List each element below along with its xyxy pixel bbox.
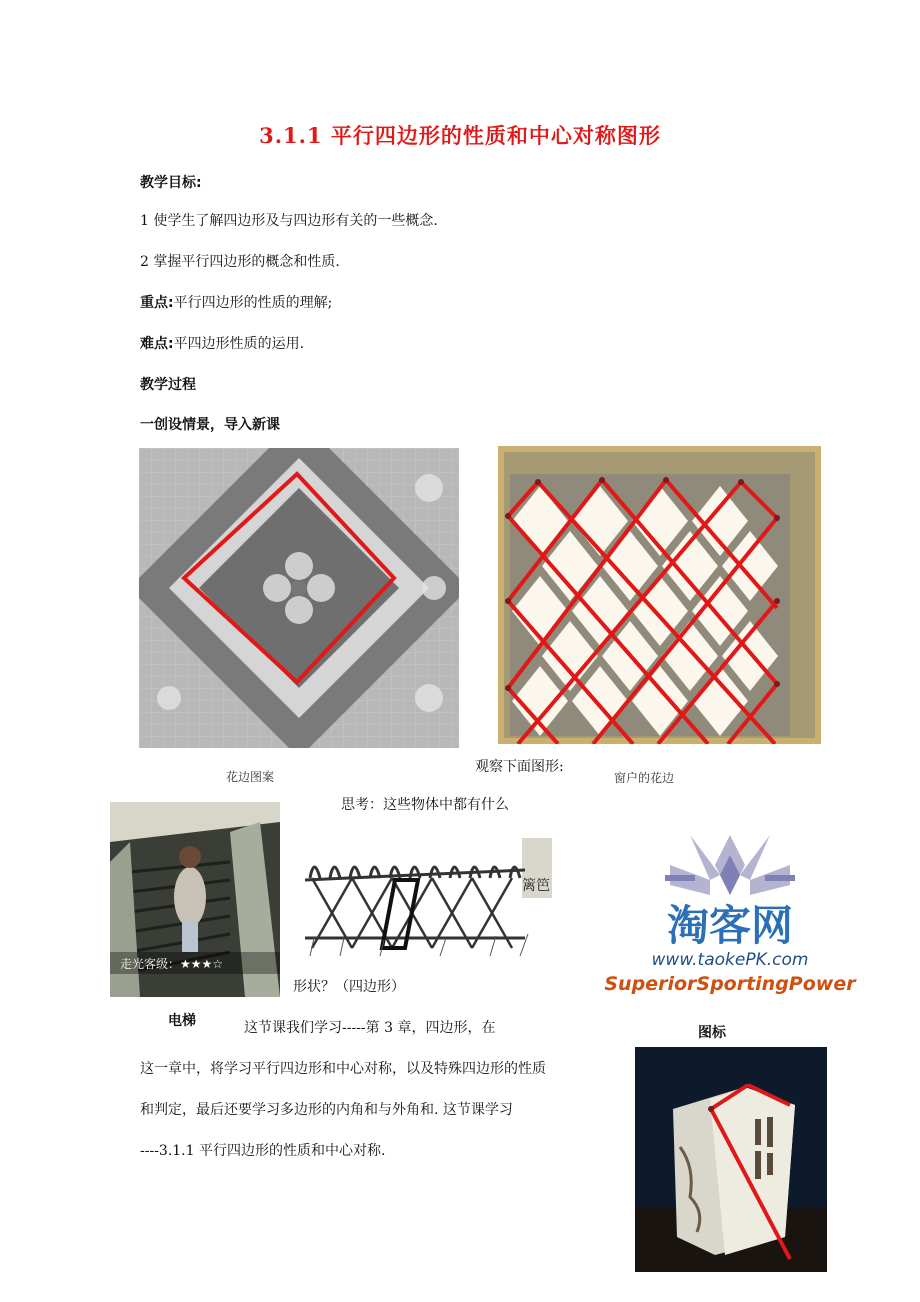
escalator-image	[110, 802, 280, 997]
window-lattice-image	[498, 446, 821, 744]
book-box-image	[635, 1047, 827, 1272]
escalator-overlay-text: 走光客级：★★★☆	[120, 957, 224, 971]
body-paragraph-1: 这节课我们学习-----第 3 章，四边形，在	[244, 1020, 496, 1036]
body-paragraph-4: ----3.1.1 平行四边形的性质和中心对称.	[140, 1143, 386, 1159]
logo-image	[570, 825, 890, 1000]
key-point-label: 重点:	[140, 295, 174, 311]
process-heading: 教学过程	[140, 377, 196, 393]
page-title: 3.1.1 平行四边形的性质和中心对称图形	[259, 123, 661, 148]
caption-escalator: 电梯	[168, 1013, 196, 1029]
goal-item-2: 2 掌握平行四边形的概念和性质.	[140, 254, 340, 270]
fence-image	[300, 838, 552, 968]
key-point-text: 平行四边形的性质的理解;	[173, 295, 333, 311]
logo-url-text: www.taokePK.com	[651, 950, 809, 970]
difficulty-label: 难点:	[140, 336, 174, 352]
goal-item-1: 1 使学生了解四边形及与四边形有关的一些概念.	[140, 213, 438, 229]
caption-shape: 形状？（四边形）	[293, 979, 405, 995]
section1-heading: 一创设情景，导入新课	[140, 417, 280, 433]
key-point-line	[140, 292, 332, 312]
caption-icon: 图标	[698, 1025, 726, 1041]
difficulty-line	[140, 333, 304, 353]
caption-observe: 观察下面图形:	[475, 759, 564, 775]
caption-lace: 花边图案	[226, 770, 275, 784]
goals-heading: 教学目标:	[140, 175, 202, 191]
caption-window: 窗户的花边	[614, 771, 675, 785]
difficulty-text: 平四边形性质的运用.	[173, 336, 305, 352]
fence-sign-text: 篱笆	[522, 878, 550, 894]
logo-title-text: 淘客网	[666, 901, 794, 950]
lace-pattern-image	[139, 448, 459, 748]
logo-slogan-text: SuperiorSportingPower	[604, 973, 856, 995]
body-paragraph-2: 这一章中，将学习平行四边形和中心对称，以及特殊四边形的性质	[140, 1061, 546, 1077]
body-paragraph-3: 和判定，最后还要学习多边形的内角和与外角和. 这节课学习	[140, 1102, 513, 1118]
caption-think: 思考：这些物体中都有什么	[341, 797, 509, 813]
